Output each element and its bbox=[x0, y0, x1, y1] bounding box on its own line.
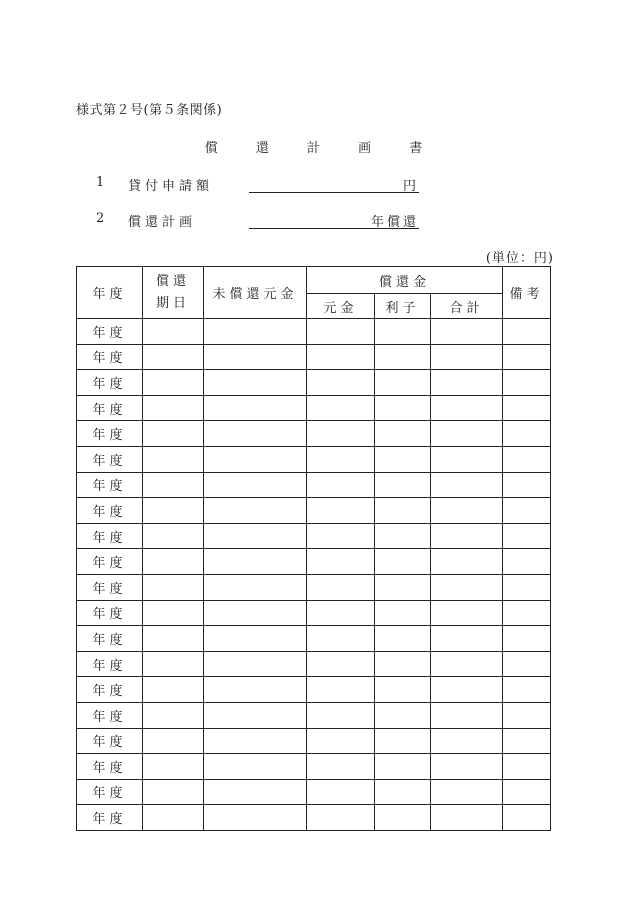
remarks-cell[interactable] bbox=[503, 344, 551, 370]
total-cell[interactable] bbox=[431, 523, 503, 549]
table-row bbox=[77, 446, 551, 472]
interest-cell[interactable] bbox=[375, 319, 431, 345]
repayment-date-cell[interactable] bbox=[143, 651, 204, 677]
unpaid-principal-cell[interactable] bbox=[204, 370, 307, 396]
table-row bbox=[77, 754, 551, 780]
unpaid-principal-cell[interactable] bbox=[204, 395, 307, 421]
header-repayment-date-line1: 償還 bbox=[155, 273, 190, 289]
total-cell[interactable] bbox=[431, 319, 503, 345]
total-cell[interactable] bbox=[431, 626, 503, 652]
header-principal: 元金 bbox=[307, 294, 375, 319]
total-cell[interactable] bbox=[431, 779, 503, 805]
table-row bbox=[77, 319, 551, 345]
interest-cell[interactable] bbox=[375, 754, 431, 780]
repayment-years-field[interactable]: 年償還 bbox=[249, 211, 419, 229]
unpaid-principal-cell[interactable] bbox=[204, 779, 307, 805]
repayment-date-cell[interactable] bbox=[143, 549, 204, 575]
item-label: 償還計画 bbox=[128, 215, 197, 230]
table-row bbox=[77, 677, 551, 703]
repayment-date-cell[interactable] bbox=[143, 574, 204, 600]
year-cell[interactable]: 年度 bbox=[77, 395, 143, 421]
year-cell[interactable]: 年度 bbox=[77, 523, 143, 549]
repayment-date-cell[interactable] bbox=[143, 702, 204, 728]
interest-cell[interactable] bbox=[375, 600, 431, 626]
remarks-cell[interactable] bbox=[503, 523, 551, 549]
total-cell[interactable] bbox=[431, 574, 503, 600]
interest-cell[interactable] bbox=[375, 574, 431, 600]
header-repayment-date-line2: 期日 bbox=[155, 295, 190, 311]
item-label: 貸付申請額 bbox=[128, 179, 214, 194]
remarks-cell[interactable] bbox=[503, 319, 551, 345]
table-row bbox=[77, 728, 551, 754]
principal-cell[interactable] bbox=[307, 779, 375, 805]
remarks-cell[interactable] bbox=[503, 370, 551, 396]
interest-cell[interactable] bbox=[375, 498, 431, 524]
remarks-cell[interactable] bbox=[503, 677, 551, 703]
remarks-cell[interactable] bbox=[503, 702, 551, 728]
table-row bbox=[77, 498, 551, 524]
total-cell[interactable] bbox=[431, 805, 503, 831]
principal-cell[interactable] bbox=[307, 600, 375, 626]
year-cell[interactable]: 年度 bbox=[77, 728, 143, 754]
principal-cell[interactable] bbox=[307, 370, 375, 396]
year-cell[interactable]: 年度 bbox=[77, 754, 143, 780]
interest-cell[interactable] bbox=[375, 446, 431, 472]
year-cell[interactable]: 年度 bbox=[77, 651, 143, 677]
repayment-date-cell[interactable] bbox=[143, 472, 204, 498]
table-row bbox=[77, 702, 551, 728]
item-number: 1 bbox=[96, 175, 105, 190]
year-cell[interactable]: 年度 bbox=[77, 472, 143, 498]
table-row bbox=[77, 370, 551, 396]
total-cell[interactable] bbox=[431, 702, 503, 728]
header-total: 合計 bbox=[431, 294, 503, 319]
principal-cell[interactable] bbox=[307, 472, 375, 498]
total-cell[interactable] bbox=[431, 600, 503, 626]
repayment-schedule-table bbox=[76, 266, 551, 831]
interest-cell[interactable] bbox=[375, 805, 431, 831]
unpaid-principal-cell[interactable] bbox=[204, 549, 307, 575]
total-cell[interactable] bbox=[431, 498, 503, 524]
header-unpaid-principal: 未償還元金 bbox=[204, 267, 307, 319]
table-row bbox=[77, 805, 551, 831]
repayment-date-cell[interactable] bbox=[143, 319, 204, 345]
principal-cell[interactable] bbox=[307, 523, 375, 549]
unpaid-principal-cell[interactable] bbox=[204, 754, 307, 780]
repayment-date-cell[interactable] bbox=[143, 677, 204, 703]
repayment-date-cell[interactable] bbox=[143, 626, 204, 652]
year-cell[interactable]: 年度 bbox=[77, 549, 143, 575]
unpaid-principal-cell[interactable] bbox=[204, 702, 307, 728]
repayment-date-cell[interactable] bbox=[143, 421, 204, 447]
year-cell[interactable]: 年度 bbox=[77, 421, 143, 447]
repayment-date-cell[interactable] bbox=[143, 779, 204, 805]
interest-cell[interactable] bbox=[375, 421, 431, 447]
table-row bbox=[77, 600, 551, 626]
principal-cell[interactable] bbox=[307, 446, 375, 472]
unpaid-principal-cell[interactable] bbox=[204, 600, 307, 626]
schedule-body bbox=[77, 319, 551, 831]
remarks-cell[interactable] bbox=[503, 549, 551, 575]
interest-cell[interactable] bbox=[375, 626, 431, 652]
repayment-date-cell[interactable] bbox=[143, 754, 204, 780]
unpaid-principal-cell[interactable] bbox=[204, 421, 307, 447]
item-number: 2 bbox=[96, 211, 105, 226]
year-cell[interactable]: 年度 bbox=[77, 319, 143, 345]
year-cell[interactable]: 年度 bbox=[77, 344, 143, 370]
year-cell[interactable]: 年度 bbox=[77, 574, 143, 600]
table-row bbox=[77, 523, 551, 549]
total-cell[interactable] bbox=[431, 549, 503, 575]
principal-cell[interactable] bbox=[307, 344, 375, 370]
remarks-cell[interactable] bbox=[503, 805, 551, 831]
remarks-cell[interactable] bbox=[503, 651, 551, 677]
total-cell[interactable] bbox=[431, 370, 503, 396]
repayment-date-cell[interactable] bbox=[143, 805, 204, 831]
remarks-cell[interactable] bbox=[503, 626, 551, 652]
table-row bbox=[77, 472, 551, 498]
interest-cell[interactable] bbox=[375, 395, 431, 421]
remarks-cell[interactable] bbox=[503, 498, 551, 524]
interest-cell[interactable] bbox=[375, 702, 431, 728]
total-cell[interactable] bbox=[431, 395, 503, 421]
unpaid-principal-cell[interactable] bbox=[204, 319, 307, 345]
principal-cell[interactable] bbox=[307, 626, 375, 652]
form-number: 様式第２号(第５条関係) bbox=[76, 103, 223, 118]
principal-cell[interactable] bbox=[307, 421, 375, 447]
principal-cell[interactable] bbox=[307, 754, 375, 780]
unpaid-principal-cell[interactable] bbox=[204, 677, 307, 703]
interest-cell[interactable] bbox=[375, 651, 431, 677]
loan-amount-field[interactable]: 円 bbox=[249, 175, 419, 193]
header-year: 年度 bbox=[77, 267, 143, 319]
interest-cell[interactable] bbox=[375, 472, 431, 498]
total-cell[interactable] bbox=[431, 754, 503, 780]
table-row bbox=[77, 421, 551, 447]
principal-cell[interactable] bbox=[307, 549, 375, 575]
year-cell[interactable]: 年度 bbox=[77, 805, 143, 831]
interest-cell[interactable] bbox=[375, 344, 431, 370]
table-row bbox=[77, 344, 551, 370]
remarks-cell[interactable] bbox=[503, 779, 551, 805]
remarks-cell[interactable] bbox=[503, 574, 551, 600]
total-cell[interactable] bbox=[431, 344, 503, 370]
principal-cell[interactable] bbox=[307, 574, 375, 600]
total-cell[interactable] bbox=[431, 472, 503, 498]
total-cell[interactable] bbox=[431, 421, 503, 447]
repayment-date-cell[interactable] bbox=[143, 523, 204, 549]
year-cell[interactable]: 年度 bbox=[77, 498, 143, 524]
table-row bbox=[77, 574, 551, 600]
principal-cell[interactable] bbox=[307, 651, 375, 677]
remarks-cell[interactable] bbox=[503, 472, 551, 498]
total-cell[interactable] bbox=[431, 651, 503, 677]
remarks-cell[interactable] bbox=[503, 754, 551, 780]
total-cell[interactable] bbox=[431, 728, 503, 754]
principal-cell[interactable] bbox=[307, 728, 375, 754]
interest-cell[interactable] bbox=[375, 549, 431, 575]
year-cell[interactable]: 年度 bbox=[77, 626, 143, 652]
unpaid-principal-cell[interactable] bbox=[204, 446, 307, 472]
repayment-date-cell[interactable] bbox=[143, 600, 204, 626]
repayment-date-cell[interactable] bbox=[143, 728, 204, 754]
interest-cell[interactable] bbox=[375, 728, 431, 754]
table-row bbox=[77, 395, 551, 421]
year-cell[interactable]: 年度 bbox=[77, 600, 143, 626]
repayment-date-cell[interactable] bbox=[143, 370, 204, 396]
principal-cell[interactable] bbox=[307, 677, 375, 703]
header-repayment-amount: 償還金 bbox=[307, 267, 503, 294]
table-row bbox=[77, 779, 551, 805]
unpaid-principal-cell[interactable] bbox=[204, 651, 307, 677]
total-cell[interactable] bbox=[431, 677, 503, 703]
principal-cell[interactable] bbox=[307, 805, 375, 831]
year-cell[interactable]: 年度 bbox=[77, 702, 143, 728]
header-interest: 利子 bbox=[375, 294, 431, 319]
year-cell[interactable]: 年度 bbox=[77, 370, 143, 396]
unpaid-principal-cell[interactable] bbox=[204, 728, 307, 754]
interest-cell[interactable] bbox=[375, 523, 431, 549]
unpaid-principal-cell[interactable] bbox=[204, 805, 307, 831]
table-row bbox=[77, 651, 551, 677]
repayment-date-cell[interactable] bbox=[143, 498, 204, 524]
interest-cell[interactable] bbox=[375, 677, 431, 703]
unpaid-principal-cell[interactable] bbox=[204, 626, 307, 652]
year-cell[interactable]: 年度 bbox=[77, 446, 143, 472]
remarks-cell[interactable] bbox=[503, 421, 551, 447]
unpaid-principal-cell[interactable] bbox=[204, 574, 307, 600]
remarks-cell[interactable] bbox=[503, 728, 551, 754]
principal-cell[interactable] bbox=[307, 319, 375, 345]
unpaid-principal-cell[interactable] bbox=[204, 472, 307, 498]
repayment-date-cell[interactable] bbox=[143, 395, 204, 421]
repayment-date-cell[interactable] bbox=[143, 344, 204, 370]
unpaid-principal-cell[interactable] bbox=[204, 498, 307, 524]
principal-cell[interactable] bbox=[307, 498, 375, 524]
interest-cell[interactable] bbox=[375, 370, 431, 396]
year-cell[interactable]: 年度 bbox=[77, 677, 143, 703]
header-remarks: 備考 bbox=[503, 267, 551, 319]
unpaid-principal-cell[interactable] bbox=[204, 523, 307, 549]
repayment-date-cell[interactable] bbox=[143, 446, 204, 472]
remarks-cell[interactable] bbox=[503, 600, 551, 626]
unit-note: (単位：円) bbox=[485, 251, 554, 266]
principal-cell[interactable] bbox=[307, 702, 375, 728]
year-cell[interactable]: 年度 bbox=[77, 779, 143, 805]
table-row bbox=[77, 549, 551, 575]
remarks-cell[interactable] bbox=[503, 446, 551, 472]
interest-cell[interactable] bbox=[375, 779, 431, 805]
table-row bbox=[77, 626, 551, 652]
remarks-cell[interactable] bbox=[503, 395, 551, 421]
document-title: 償 還 計 画 書 bbox=[204, 141, 440, 156]
principal-cell[interactable] bbox=[307, 395, 375, 421]
total-cell[interactable] bbox=[431, 446, 503, 472]
header-repayment-date bbox=[143, 267, 204, 319]
unpaid-principal-cell[interactable] bbox=[204, 344, 307, 370]
